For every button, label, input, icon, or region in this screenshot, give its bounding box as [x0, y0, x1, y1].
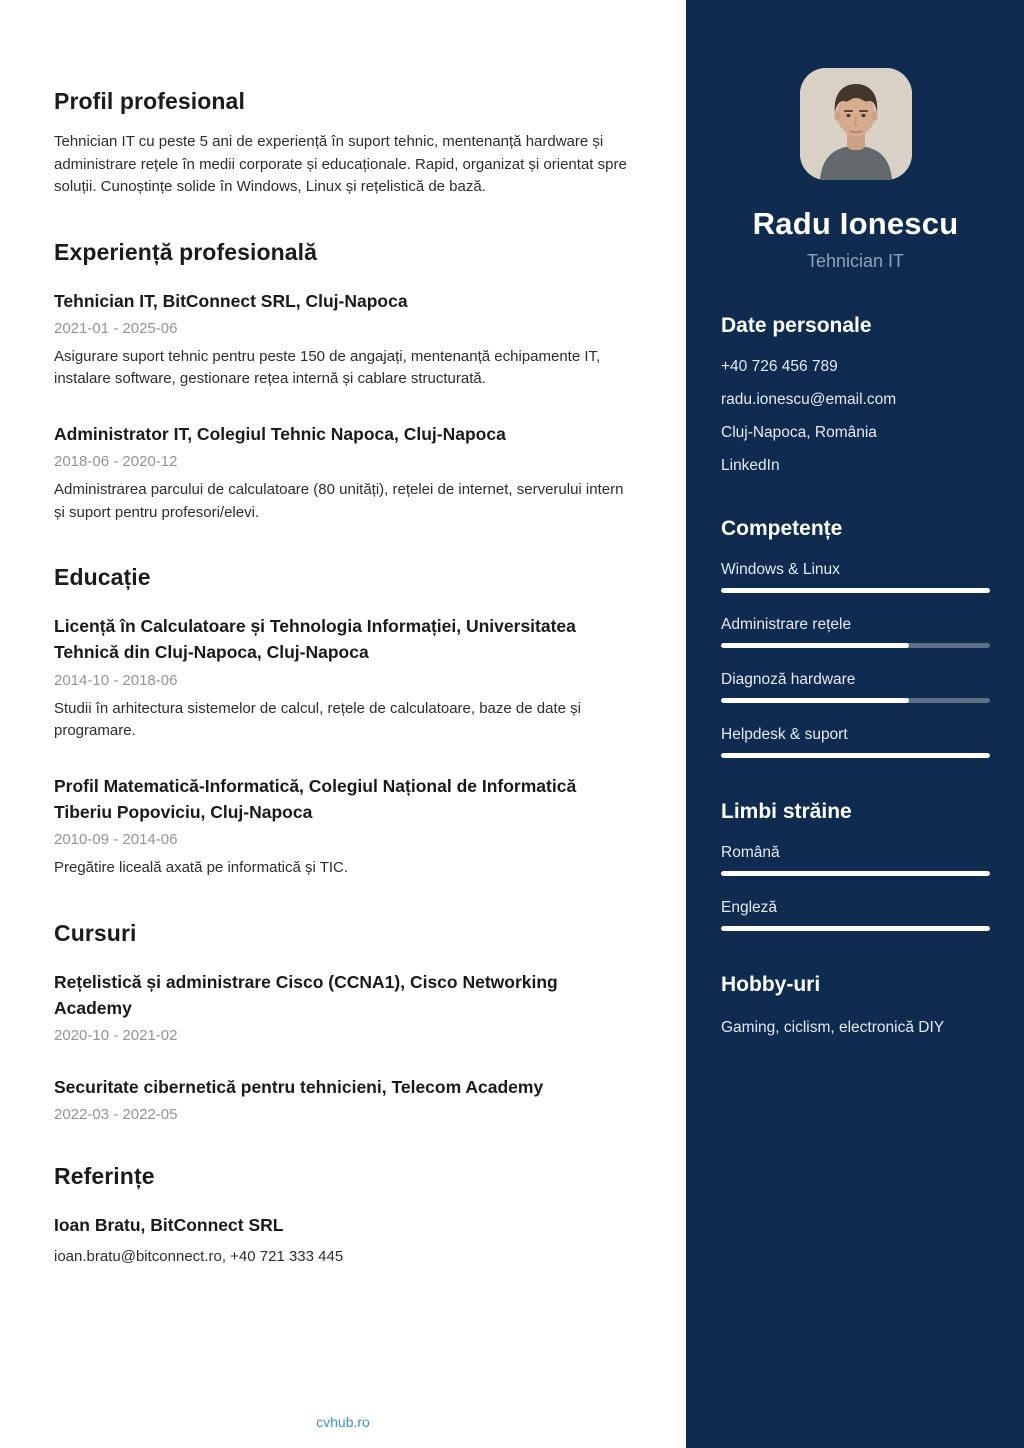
languages-heading: Limbi străine — [721, 800, 852, 823]
degree-dates: 2014-10 - 2018-06 — [54, 671, 178, 689]
skill-label: Helpdesk & suport — [721, 726, 848, 743]
course-dates: 2020-10 - 2021-02 — [54, 1027, 178, 1044]
sidebar — [686, 0, 1024, 1448]
skill-bar-fill — [721, 753, 990, 758]
skill-label: Administrare rețele — [721, 616, 852, 633]
language-bar-fill — [721, 871, 990, 876]
course-dates: 2022-03 - 2022-05 — [54, 1106, 178, 1124]
section-profile — [54, 88, 638, 199]
job-title: Administrator IT, Colegiul Tehnic Napoca, Cluj-Napoca — [54, 423, 506, 444]
degree-title: Profil Matematică-Informatică, Colegiul Național de Informatică Tiberiu Popoviciu, Cluj-Napoca — [54, 775, 577, 822]
job-dates: 2021-01 - 2025-06 — [54, 319, 178, 337]
hobbies-text: Gaming, ciclism, electronică DIY — [721, 1019, 945, 1036]
hobbies-heading: Hobby-uri — [721, 973, 821, 996]
person-name: Radu Ionescu — [752, 206, 959, 241]
education-entry — [54, 773, 638, 880]
footer-site-link[interactable]: cvhub.ro — [316, 1414, 370, 1430]
section-experience — [54, 239, 638, 525]
email-address[interactable]: radu.ionescu@email.com — [721, 391, 897, 408]
language-bar — [721, 926, 990, 931]
language-bar-fill — [721, 926, 990, 931]
job-dates: 2018-06 - 2020-12 — [54, 453, 178, 470]
degree-description: Pregătire liceală axată pe informatică și TIC. — [54, 859, 349, 876]
course-entry — [54, 969, 638, 1045]
page-footer — [0, 1414, 686, 1432]
degree-description: Studii în arhitectura sistemelor de calcul, rețele de calculatoare, baze de date și programare. — [54, 699, 581, 739]
skill-row — [721, 671, 990, 703]
skill-bar-fill — [721, 588, 990, 593]
language-label: Română — [721, 844, 780, 861]
courses-heading: Cursuri — [54, 919, 137, 946]
skill-row — [721, 616, 990, 648]
section-courses — [54, 920, 638, 1124]
section-education — [54, 564, 638, 880]
skill-bar-fill — [721, 643, 909, 648]
skill-label: Diagnoză hardware — [721, 671, 856, 688]
skill-bar — [721, 698, 990, 703]
education-entry — [54, 613, 638, 743]
language-label: Engleză — [721, 899, 778, 916]
skill-bar — [721, 643, 990, 648]
degree-title: Licență în Calculatoare și Tehnologia Informației, Universitatea Tehnică din Cluj-Napoca, Cluj-Napoca — [54, 616, 576, 663]
skill-bar — [721, 753, 990, 758]
personal-data-heading: Date personale — [721, 314, 872, 337]
skill-row — [721, 726, 990, 758]
experience-entry — [54, 288, 638, 391]
language-row — [721, 899, 990, 931]
profile-text: Tehnician IT cu peste 5 ani de experiență în suport tehnic, mentenanță hardware și administrare rețele în medii corporate și educaționale. Rapid, organizat și orientat spre soluții. Cunoștințe solide în Windows, Linux și rețelistică de bază. — [54, 133, 627, 195]
experience-heading: Experiență profesională — [54, 238, 318, 265]
course-title: Securitate cibernetică pentru tehnicieni, Telecom Academy — [54, 1077, 544, 1097]
course-title: Rețelistică și administrare Cisco (CCNA1), Cisco Networking Academy — [54, 971, 558, 1018]
skill-bar — [721, 588, 990, 593]
language-row — [721, 844, 990, 876]
job-description: Administrarea parcului de calculatoare (80 unități), rețelei de internet, serverului intern și suport pentru profesori/elevi. — [54, 481, 624, 521]
phone-number: +40 726 456 789 — [721, 358, 838, 375]
skill-label: Windows & Linux — [721, 561, 840, 578]
education-heading: Educație — [54, 564, 151, 590]
location: Cluj-Napoca, România — [721, 424, 877, 441]
section-references — [54, 1163, 638, 1268]
references-heading: Referințe — [54, 1163, 155, 1190]
skill-row — [721, 561, 990, 593]
skills-heading: Competențe — [721, 517, 843, 540]
experience-entry — [54, 421, 638, 524]
profile-heading: Profil profesional — [54, 88, 245, 114]
linkedin-link[interactable]: LinkedIn — [721, 457, 780, 474]
degree-dates: 2010-09 - 2014-06 — [54, 831, 178, 848]
skill-bar-fill — [721, 698, 909, 703]
reference-contact: ioan.bratu@bitconnect.ro, +40 721 333 445 — [54, 1247, 344, 1265]
language-bar — [721, 871, 990, 876]
reference-entry — [54, 1212, 638, 1268]
avatar — [800, 68, 912, 180]
avatar-photo-illustration — [800, 68, 912, 180]
job-title: Tehnician IT, BitConnect SRL, Cluj-Napoca — [54, 290, 408, 311]
person-job-title: Tehnician IT — [806, 251, 905, 271]
reference-name: Ioan Bratu, BitConnect SRL — [54, 1215, 284, 1236]
job-description: Asigurare suport tehnic pentru peste 150 de angajați, mentenanță echipamente IT, instalare software, gestionare rețea internă și cablare structurată. — [54, 347, 601, 388]
course-entry — [54, 1074, 638, 1123]
